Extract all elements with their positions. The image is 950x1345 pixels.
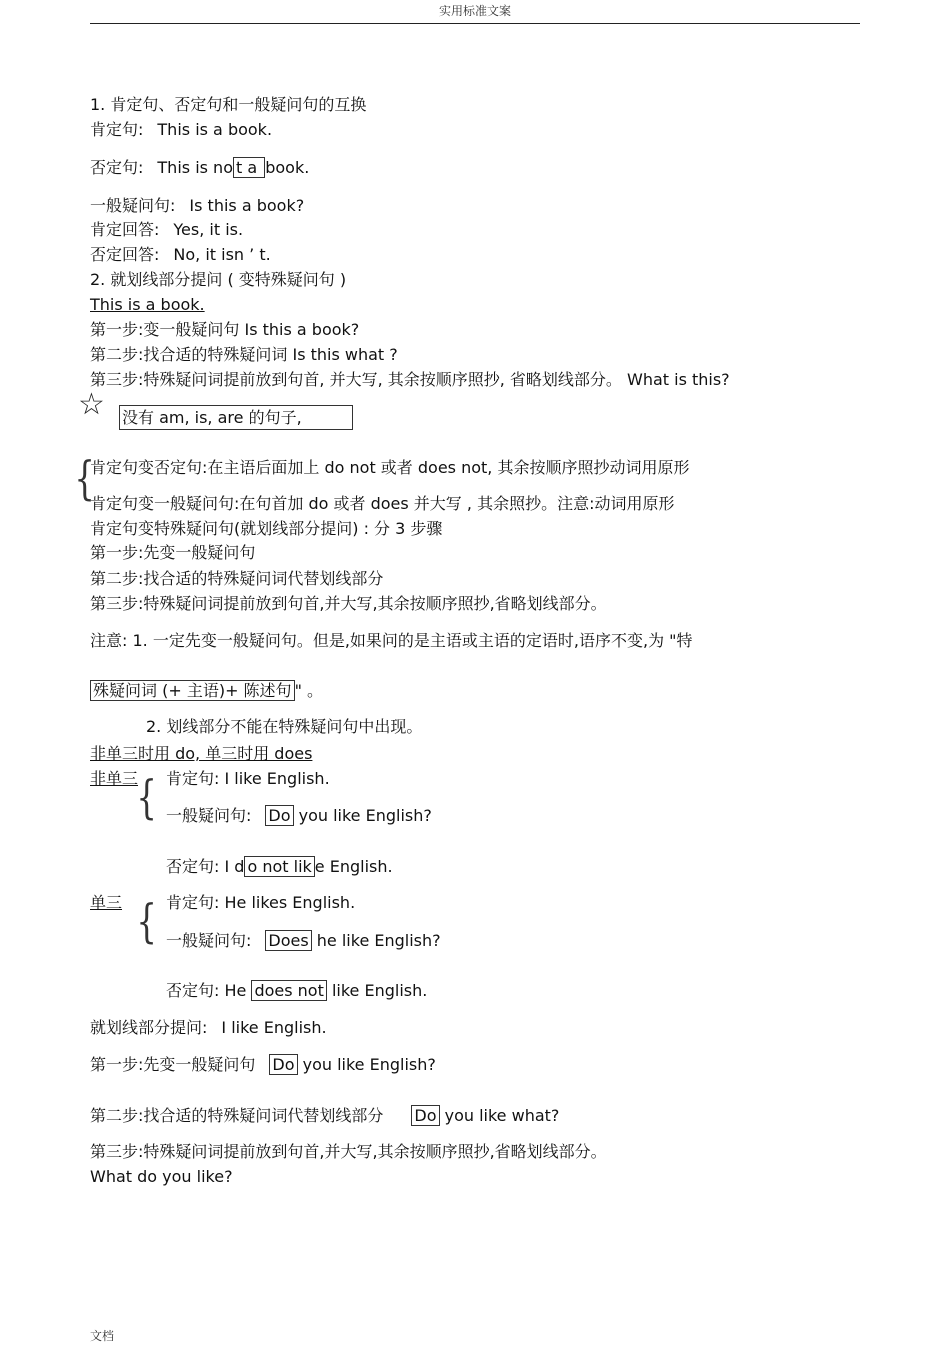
t-q-label: 一般疑问句: [166,931,252,950]
t-affirmative: 肯定句: He likes English. [166,893,356,912]
rule-negative: 肯定句变否定句:在主语后面加上 do not 或者 does not, 其余按顺序照抄动词用原形 [90,458,690,477]
yes-answer-line [90,220,243,240]
neg-label: 否定句: [90,158,144,177]
final-question-line [90,1018,327,1038]
section2-step3: 第三步:特殊疑问词提前放到句首, 并大写, 其余按顺序照抄, 省略划线部分。 What is this? [90,370,730,389]
t-q-does: Does [265,930,311,951]
attention-2: 2. 划线部分不能在特殊疑问句中出现。 [146,717,423,736]
section2-example: This is a book. [90,295,205,314]
t-neg-c: like English. [326,981,428,1000]
page-footer: 文档 [90,1329,115,1343]
q-label: 一般疑问句: [90,196,176,215]
final-answer: What do you like? [90,1167,233,1186]
nt-neg-boxed: o not lik [244,856,314,877]
neg-part-a: This is no [157,158,233,177]
section1-heading: 1. 肯定句、否定句和一般疑问句的互换 [90,95,367,114]
nt-neg-c: e English. [314,857,393,876]
section2-step1: 第一步:变一般疑问句 Is this a book? [90,320,360,339]
final-step3: 第三步:特殊疑问词提前放到句首,并大写,其余按顺序照抄,省略划线部分。 [90,1142,607,1161]
aff-label: 肯定句: [90,120,144,139]
header-rule [90,23,860,24]
t-neg-boxed: does not [251,980,326,1001]
nt-negative [166,857,393,877]
negative-line [90,158,309,178]
nt-question [166,806,432,826]
attention-quote-end: " 。 [294,681,324,700]
final-step2 [90,1106,559,1126]
nt-q-label: 一般疑问句: [166,806,252,825]
final-step1-rest: you like English? [297,1055,436,1074]
page-header: 实用标准文案 [438,4,511,18]
final-step2-label: 第二步:找合适的特殊疑问词代替划线部分 [90,1106,384,1125]
section2-heading: 2. 就划线部分提问 ( 变特殊疑问句 ) [90,270,347,289]
yes-label: 肯定回答: [90,220,160,239]
nt-q-do: Do [265,805,293,826]
final-step1 [90,1055,436,1075]
t-neg-a: 否定句: He [166,981,252,1000]
nt-neg-a: 否定句: I d [166,857,245,876]
t-negative [166,981,427,1001]
note-box: 没有 am, is, are 的句子, [119,405,353,430]
final-step1-do: Do [269,1054,297,1075]
rule-question: 肯定句变一般疑问句:在句首加 do 或者 does 并大写 , 其余照抄。注意:动词用原形 [90,494,675,513]
final-step2-rest: you like what? [439,1106,560,1125]
neg-boxed-not: t a [233,157,265,178]
aff-sentence: This is a book. [157,120,273,139]
final-step1-label: 第一步:先变一般疑问句 [90,1055,256,1074]
rule-step2: 第二步:找合适的特殊疑问词代替划线部分 [90,569,384,588]
no-label: 否定回答: [90,245,160,264]
rule-step1: 第一步:先变一般疑问句 [90,543,256,562]
attention-1: 注意: 1. 一定先变一般疑问句。但是,如果问的是主语或主语的定语时,语序不变,为 "特 [90,631,693,650]
t-question [166,931,441,951]
no-answer-line [90,245,271,265]
final-q-text: I like English. [221,1018,327,1037]
question-line [90,196,304,216]
nt-q-rest: you like English? [293,806,432,825]
final-step2-do: Do [411,1105,439,1126]
star-icon: ☆ [78,387,105,422]
third-label: 单三 [90,893,123,912]
section2-step2: 第二步:找合适的特殊疑问词 Is this what ? [90,345,398,364]
affirmative-line [90,120,272,140]
q-sentence: Is this a book? [189,196,305,215]
final-q-label: 就划线部分提问: [90,1018,208,1037]
non-third-label: 非单三 [90,769,139,788]
t-q-rest: he like English? [311,931,441,950]
attention-formula: 殊疑问词 (+ 主语)+ 陈述句 [90,680,295,701]
do-does-title: 非单三时用 do, 单三时用 does [90,744,313,763]
yes-answer: Yes, it is. [173,220,244,239]
neg-part-c: book. [265,158,310,177]
brace-icon-2: { [136,894,157,948]
nt-affirmative: 肯定句: I like English. [166,769,330,788]
left-brace-icon: { [74,451,95,505]
brace-icon: { [136,770,157,824]
rule-step3: 第三步:特殊疑问词提前放到句首,并大写,其余按顺序照抄,省略划线部分。 [90,594,607,613]
rule-special: 肯定句变特殊疑问句(就划线部分提问) : 分 3 步骤 [90,519,443,538]
attention-1-cont [90,681,323,701]
no-answer: No, it isn ’ t. [173,245,271,264]
